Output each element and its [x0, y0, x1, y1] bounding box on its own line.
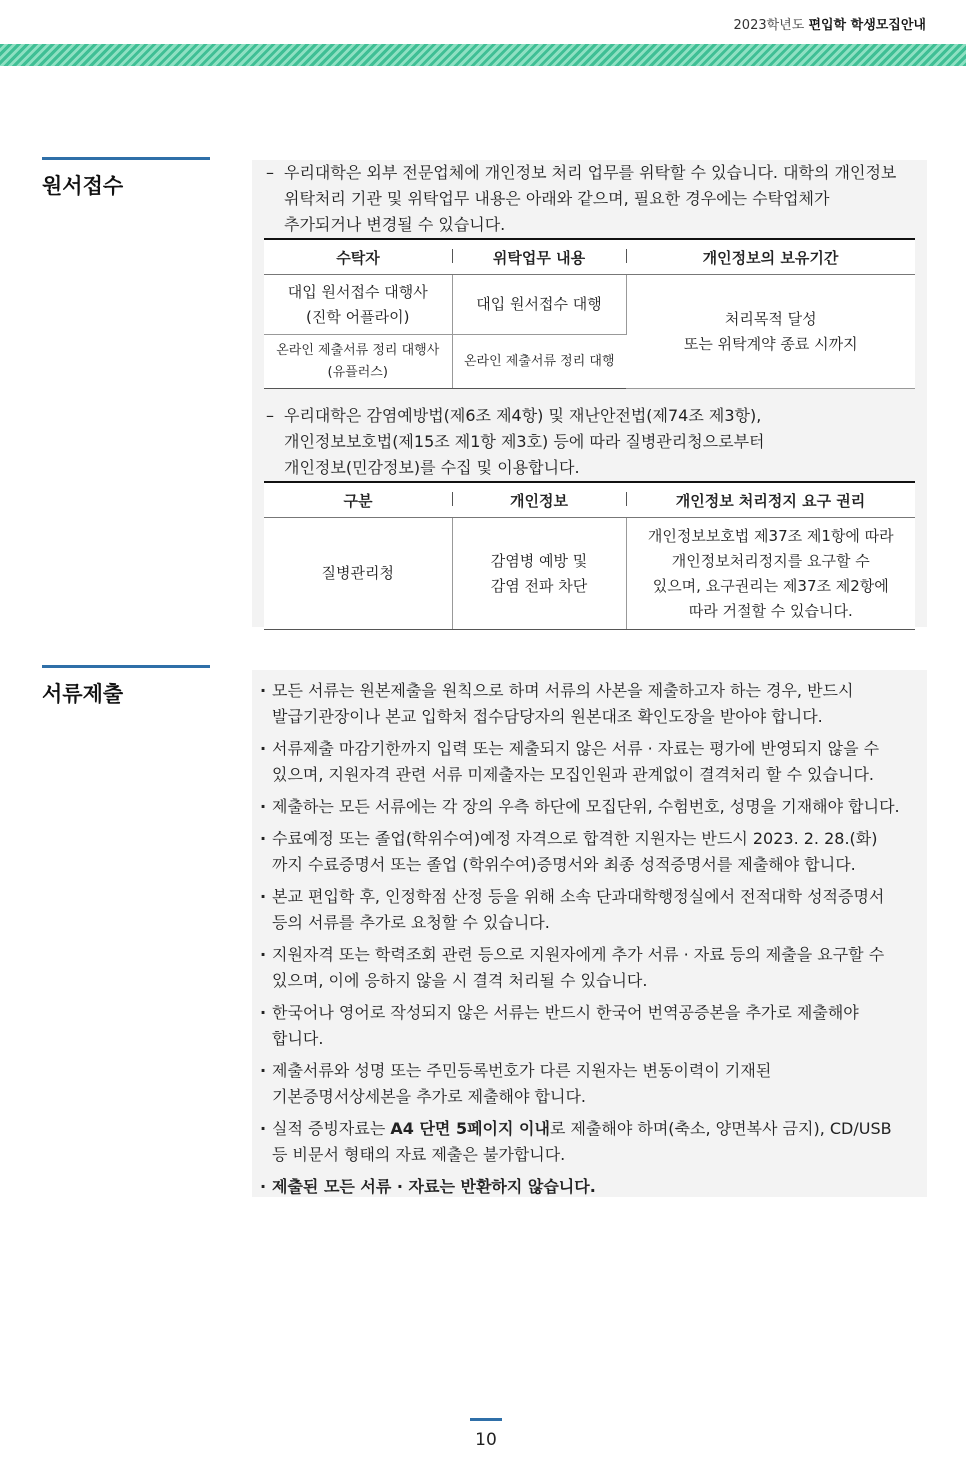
- list-item: · 실적 증빙자료는 A4 단면 5페이지 이내로 제출해야 하며(축소, 양면복사 금지), CD/USB 등 비문서 형태의 자료 제출은 불가합니다.: [260, 1116, 921, 1168]
- list-item: · 모든 서류는 원본제출을 원칙으로 하며 서류의 사본을 제출하고자 하는 경우, 반드시 발급기관장이나 본교 입학처 접수담당자의 원본대조 확인도장을 받아야 합니다.: [260, 678, 921, 730]
- list-item: · 제출하는 모든 서류에는 각 장의 우측 하단에 모집단위, 수험번호, 성명을 기재해야 합니다.: [260, 794, 921, 820]
- header-year: 2023학년도: [733, 18, 805, 33]
- cell-line: 대입 원서접수 대행사: [287, 282, 428, 301]
- cell-line: (유플러스): [327, 364, 388, 380]
- para-line: 개인정보보호법(제15조 제1항 제3호) 등에 따라 질병관리청으로부터: [284, 432, 765, 451]
- col-header-suspension-right: 개인정보 처리정지 요구 권리: [626, 482, 915, 518]
- list-item: · 제출서류와 성명 또는 주민등록번호가 다른 지원자는 변동이력이 기재된 기본증명서상세본을 추가로 제출해야 합니다.: [260, 1058, 921, 1110]
- page-number-rule: [470, 1418, 502, 1421]
- documents-panel: [252, 670, 927, 1197]
- cell-line: 또는 위탁계약 종료 시까지: [683, 334, 858, 353]
- page-number: 10: [475, 1430, 497, 1450]
- cell-line: 처리목적 달성: [724, 309, 817, 328]
- list-item-return-notice: · 제출된 모든 서류 · 자료는 반환하지 않습니다.: [260, 1174, 921, 1200]
- para-line: 추가되거나 변경될 수 있습니다.: [284, 215, 506, 234]
- table-row: [264, 518, 915, 630]
- table-row: [264, 275, 915, 335]
- dash-marker: –: [266, 406, 274, 425]
- col-header-contractor: 수탁자: [264, 239, 452, 275]
- table-header-row: [264, 239, 915, 275]
- cell-line: 개인정보처리정지를 요구할 수: [671, 551, 870, 570]
- application-panel: [252, 160, 927, 627]
- health-data-table: [264, 481, 915, 630]
- para-line: 우리대학은 감염예방법(제6조 제4항) 및 재난안전법(제74조 제3항),: [284, 406, 762, 425]
- list-item: · 서류제출 마감기한까지 입력 또는 제출되지 않은 서류 · 자료는 평가에 반영되지 않을 수 있으며, 지원자격 관련 서류 미제출자는 모집인원과 관계없이 결격처리 할 수 있습니다.: [260, 736, 921, 788]
- contractor-cell: [264, 275, 452, 335]
- right-cell: [626, 518, 915, 630]
- list-item: · 수료예정 또는 졸업(학위수여)예정 자격으로 합격한 지원자는 반드시 2023. 2. 28.(화) 까지 수료증명서 또는 졸업 (학위수여)증명서와 최종 성적증명서를 제출해야 합니다.: [260, 826, 921, 878]
- retention-cell: [626, 275, 915, 389]
- cell-line: 온라인 제출서류 정리 대행사: [276, 342, 440, 358]
- para-line: 위탁처리 기관 및 위탁업무 내용은 아래와 같으며, 필요한 경우에는 수탁업체가: [284, 189, 830, 208]
- outsourcing-notice: [252, 160, 927, 238]
- cell-line: 개인정보보호법 제37조 제1항에 따라: [647, 526, 894, 545]
- section-title-documents: 서류제출: [42, 665, 210, 708]
- agency-cell: 질병관리청: [264, 518, 452, 630]
- outsourcing-table: [264, 238, 915, 389]
- task-cell: 온라인 제출서류 정리 대행: [452, 335, 626, 389]
- col-header-category: 구분: [264, 482, 452, 518]
- header-stripe: [0, 44, 966, 66]
- cell-line: 감염 전파 차단: [490, 576, 588, 595]
- document-rules-list: [252, 670, 927, 1214]
- col-header-task: 위탁업무 내용: [452, 239, 626, 275]
- col-header-personal-info: 개인정보: [452, 482, 626, 518]
- cell-line: (진학 어플라이): [306, 307, 410, 326]
- list-item: · 한국어나 영어로 작성되지 않은 서류는 반드시 한국어 번역공증본을 추가로 제출해야 합니다.: [260, 1000, 921, 1052]
- para-line: 개인정보(민감정보)를 수집 및 이용합니다.: [284, 458, 580, 477]
- cell-line: 감염병 예방 및: [490, 551, 588, 570]
- section-title-application: 원서접수: [42, 157, 210, 200]
- list-item: · 본교 편입학 후, 인정학점 산정 등을 위해 소속 단과대학행정실에서 전적대학 성적증명서 등의 서류를 추가로 요청할 수 있습니다.: [260, 884, 921, 936]
- header-title: 편입학 학생모집안내: [808, 18, 926, 33]
- cell-line: 있으며, 요구권리는 제37조 제2항에: [652, 576, 889, 595]
- task-cell: 대입 원서접수 대행: [452, 275, 626, 335]
- health-data-notice: [252, 403, 927, 481]
- page-header: [734, 14, 926, 33]
- cell-line: 따라 거절할 수 있습니다.: [688, 601, 853, 620]
- table-header-row: [264, 482, 915, 518]
- dash-marker: –: [266, 163, 274, 182]
- purpose-cell: [452, 518, 626, 630]
- contractor-cell: [264, 335, 452, 389]
- col-header-retention: 개인정보의 보유기간: [626, 239, 915, 275]
- list-item: · 지원자격 또는 학력조회 관련 등으로 지원자에게 추가 서류 · 자료 등의 제출을 요구할 수 있으며, 이에 응하지 않을 시 결격 처리될 수 있습니다.: [260, 942, 921, 994]
- para-line: 우리대학은 외부 전문업체에 개인정보 처리 업무를 위탁할 수 있습니다. 대학의 개인정보: [284, 163, 897, 182]
